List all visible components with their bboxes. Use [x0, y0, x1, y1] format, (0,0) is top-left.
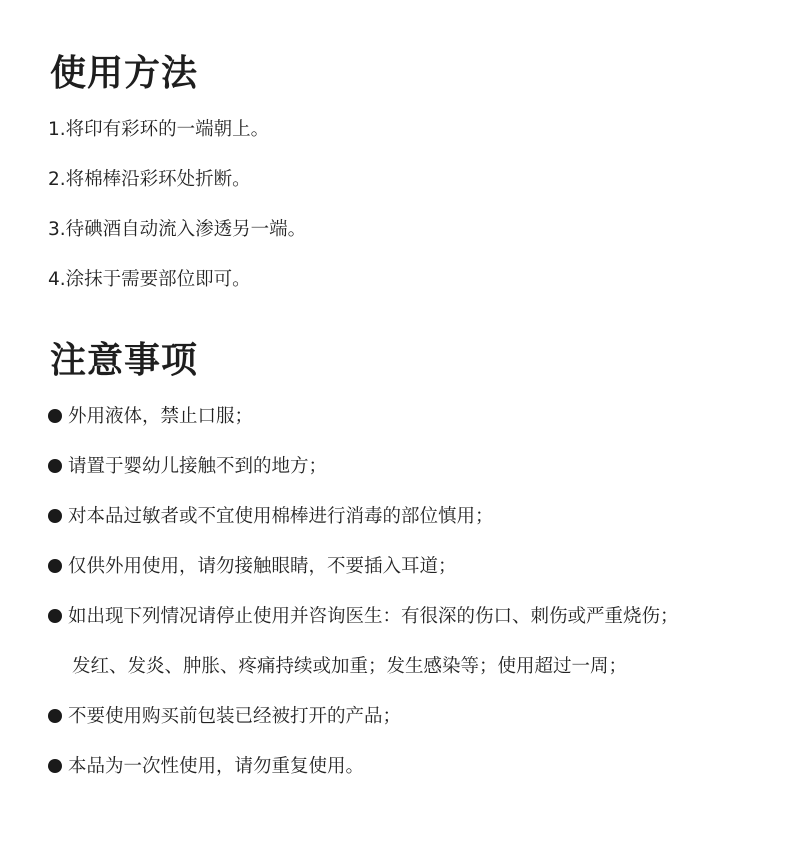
note-continuation: 发红、发炎、肿胀、疼痛持续或加重；发生感染等；使用超过一周；	[72, 656, 628, 677]
note-item	[48, 555, 457, 579]
bullet-icon	[48, 459, 62, 473]
usage-step-3: 3.待碘酒自动流入渗透另一端。	[48, 219, 307, 240]
note-item	[48, 455, 327, 479]
bullet-icon	[48, 509, 62, 523]
note-text: 请置于婴幼儿接触不到的地方；	[68, 456, 328, 477]
note-text: 如出现下列情况请停止使用并咨询医生：有很深的伤口、刺伤或严重烧伤；	[68, 606, 679, 627]
note-item	[48, 605, 679, 629]
note-text: 对本品过敏者或不宜使用棉棒进行消毒的部位慎用；	[68, 506, 494, 527]
bullet-icon	[48, 409, 62, 423]
notes-section-title: 注意事项	[50, 340, 199, 381]
usage-section-title: 使用方法	[50, 53, 199, 94]
note-text: 仅供外用使用，请勿接触眼睛，不要插入耳道；	[68, 556, 457, 577]
note-item	[48, 705, 401, 729]
note-item	[48, 505, 494, 529]
bullet-icon	[48, 559, 62, 573]
note-text: 不要使用购买前包装已经被打开的产品；	[68, 706, 402, 727]
usage-step-1: 1.将印有彩环的一端朝上。	[48, 119, 270, 140]
bullet-icon	[48, 709, 62, 723]
bullet-icon	[48, 759, 62, 773]
note-text: 本品为一次性使用，请勿重复使用。	[68, 756, 365, 777]
usage-step-4: 4.涂抹于需要部位即可。	[48, 269, 251, 290]
note-item	[48, 405, 253, 429]
note-item	[48, 755, 364, 779]
note-text: 外用液体，禁止口服；	[68, 406, 254, 427]
usage-step-2: 2.将棉棒沿彩环处折断。	[48, 169, 251, 190]
bullet-icon	[48, 609, 62, 623]
